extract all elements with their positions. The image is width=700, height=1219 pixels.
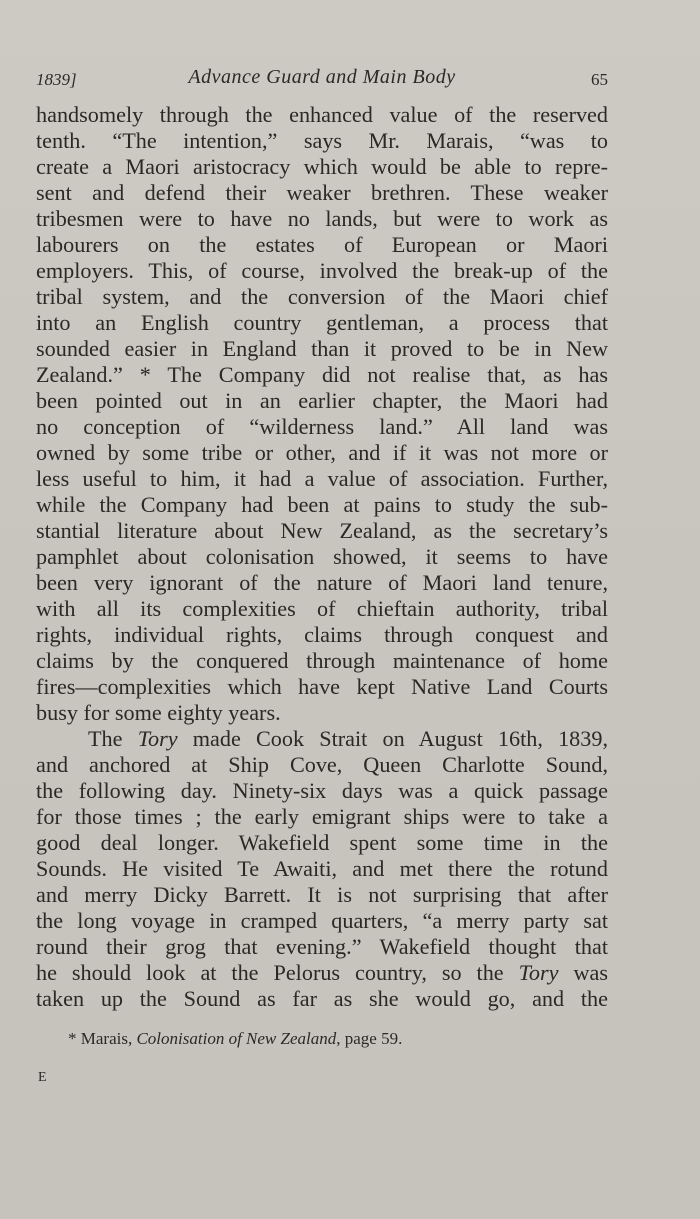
text-fragment: he should look at the Pelorus country, so the: [36, 960, 519, 985]
footnote: [36, 1028, 608, 1050]
text-line: rights, individual rights, claims through conquest and: [36, 622, 608, 647]
text-line: no conception of “wilderness land.” All land was: [36, 414, 608, 439]
text-line: and merry Dicky Barrett. It is not surprising that after: [36, 882, 608, 907]
text-line: stantial literature about New Zealand, as the secretary’s: [36, 518, 608, 543]
text-line: Sounds. He visited Te Awaiti, and met there the rotund: [36, 856, 608, 881]
text-line: been pointed out in an earlier chapter, the Maori had: [36, 388, 608, 413]
text-line: fires—complexities which have kept Native Land Courts: [36, 674, 608, 699]
text-line: create a Maori aristocracy which would be able to repre-: [36, 154, 608, 179]
text-line: taken up the Sound as far as she would go, and the: [36, 986, 608, 1011]
body-text: [36, 102, 608, 1012]
running-head-title: Advance Guard and Main Body: [188, 66, 456, 88]
text-line: employers. This, of course, involved the break-up of the: [36, 258, 608, 283]
footnote-rest: , page 59.: [336, 1029, 403, 1048]
text-fragment: made Cook Strait on August 16th, 1839,: [177, 726, 608, 751]
text-line: tribesmen were to have no lands, but were to work as: [36, 206, 608, 231]
text-line: [36, 960, 608, 986]
text-line: tribal system, and the conversion of the Maori chief: [36, 284, 608, 309]
running-head: [36, 62, 608, 96]
text-line: less useful to him, it had a value of association. Further,: [36, 466, 608, 491]
text-line: been very ignorant of the nature of Maori land tenure,: [36, 570, 608, 595]
text-line: labourers on the estates of European or Maori: [36, 232, 608, 257]
text-line: the following day. Ninety-six days was a quick passage: [36, 778, 608, 803]
text-line: and anchored at Ship Cove, Queen Charlotte Sound,: [36, 752, 608, 777]
text-fragment: was: [558, 960, 608, 985]
text-line: owned by some tribe or other, and if it was not more or: [36, 440, 608, 465]
text-line: claims by the conquered through maintenance of home: [36, 648, 608, 673]
ship-name: Tory: [518, 960, 559, 985]
paragraph-1: [36, 102, 608, 726]
text-line: good deal longer. Wakefield spent some time in the: [36, 830, 608, 855]
text-line: Zealand.” * The Company did not realise that, as has: [36, 362, 608, 387]
text-line: while the Company had been at pains to study the sub-: [36, 492, 608, 517]
text-line: the long voyage in cramped quarters, “a merry party sat: [36, 908, 608, 933]
text-line: busy for some eighty years.: [36, 700, 281, 725]
text-line: with all its complexities of chieftain authority, tribal: [36, 596, 608, 621]
text-line: handsomely through the enhanced value of the reserved: [36, 102, 608, 127]
book-page: [36, 62, 608, 1050]
text-line: pamphlet about colonisation showed, it seems to have: [36, 544, 608, 569]
text-line: into an English country gentleman, a process that: [36, 310, 608, 335]
signature-mark: E: [38, 1070, 47, 1085]
page-number: 65: [591, 70, 608, 89]
text-line: round their grog that evening.” Wakefield thought that: [36, 934, 608, 959]
footnote-title: Colonisation of New Zealand: [136, 1029, 337, 1048]
text-line: for those times ; the early emigrant ships were to take a: [36, 804, 608, 829]
footnote-marker: * Marais,: [68, 1029, 137, 1048]
text-line: sounded easier in England than it proved to be in New: [36, 336, 608, 361]
text-fragment: The: [88, 726, 138, 751]
running-head-year: 1839]: [36, 70, 77, 89]
text-line: sent and defend their weaker brethren. These weaker: [36, 180, 608, 205]
text-line: [36, 726, 608, 752]
paragraph-2: [36, 726, 608, 1012]
ship-name: Tory: [137, 726, 178, 751]
text-line: tenth. “The intention,” says Mr. Marais, “was to: [36, 128, 608, 153]
